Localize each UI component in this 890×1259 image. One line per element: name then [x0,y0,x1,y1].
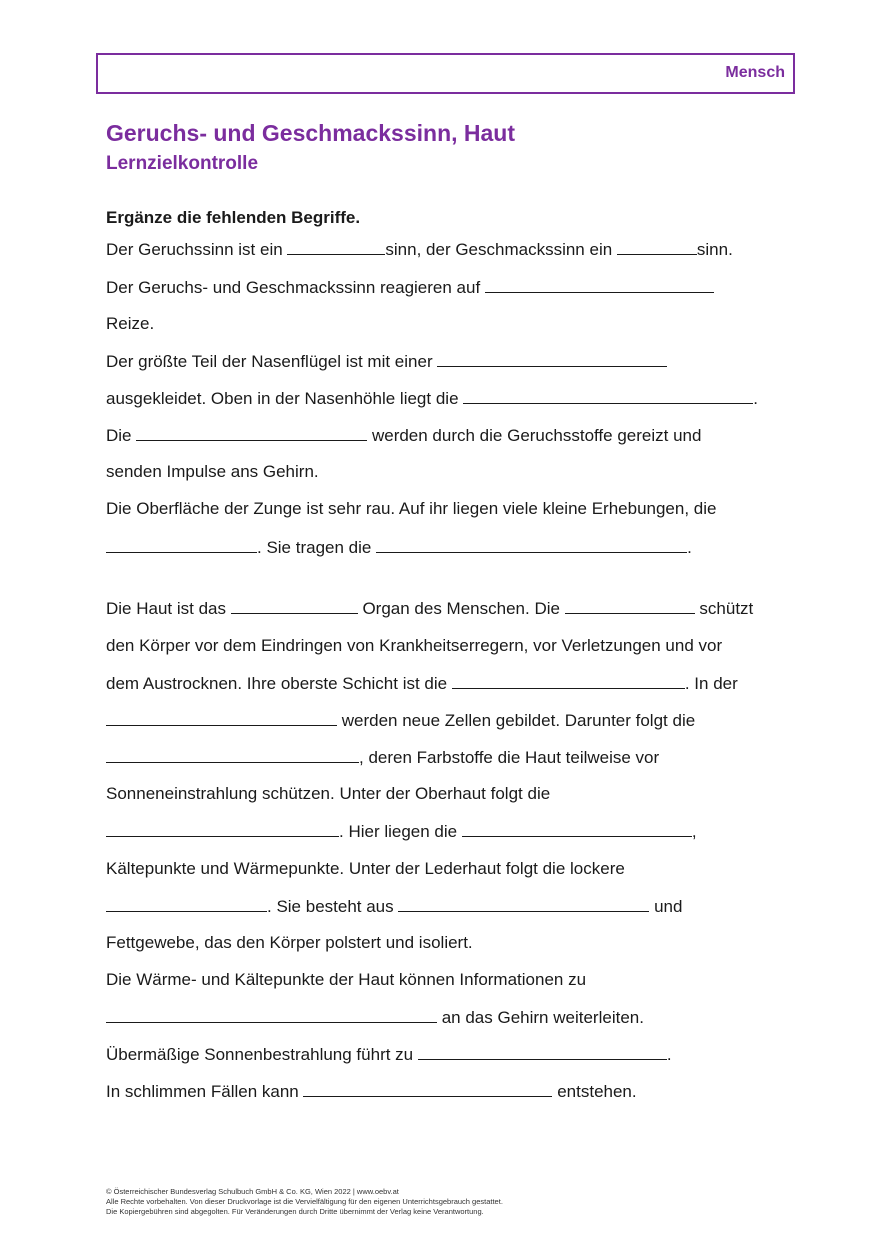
text-line [106,784,550,804]
text-segment: werden durch die Geruchsstoffe gereizt und [367,426,702,445]
blank-field[interactable] [617,239,697,255]
blank-field[interactable] [437,351,667,367]
text-segment: senden Impulse ans Gehirn. [106,462,319,481]
blank-field[interactable] [136,425,367,441]
blank-field[interactable] [485,277,714,293]
text-segment: sinn. [696,240,733,259]
blank-field[interactable] [418,1044,667,1060]
text-line [106,239,733,260]
text-segment: Die [106,426,137,445]
text-line [106,462,319,482]
text-line [106,388,758,409]
text-segment: Kältepunkte und Wärmepunkte. Unter der Lederhaut folgt die lockere [106,859,625,878]
text-segment: Der Geruchs- und Geschmackssinn reagieren auf [106,278,485,297]
text-segment: Sonneneinstrahlung schützen. Unter der Oberhaut folgt die [106,784,551,803]
page-title: Geruchs- und Geschmackssinn, Haut [106,120,516,146]
blank-field[interactable] [106,1007,437,1023]
text-segment: Die Haut ist das [106,599,231,618]
text-line [106,1081,637,1102]
text-segment: . [687,538,692,557]
text-line [106,314,154,334]
text-line [106,970,586,990]
text-segment: Der Geruchssinn ist ein [106,240,288,259]
text-segment: schützt [694,599,754,618]
text-segment: , [691,822,697,841]
text-segment: Reize. [106,314,155,333]
text-segment: Der größte Teil der Nasenflügel ist mit einer [106,352,438,371]
text-line [106,537,692,558]
blank-field[interactable] [462,821,692,837]
text-line [106,598,753,619]
text-line [106,425,701,446]
text-segment: Die Oberfläche der Zunge ist sehr rau. Auf ihr liegen viele kleine Erhebungen, die [106,499,717,518]
text-segment: . [753,389,758,408]
copyright-footer [106,1187,503,1217]
text-line [106,821,697,842]
blank-field[interactable] [106,537,257,553]
text-segment: werden neue Zellen gebildet. Darunter folgt die [337,711,696,730]
text-line [106,1007,644,1028]
footer-line: Die Kopiergebühren sind abgegolten. Für Veränderungen durch Dritte übernimmt der Verlag keine Verantwortung. [106,1207,484,1216]
text-segment: . Sie tragen die [257,538,377,557]
footer-line: © Österreichischer Bundesverlag Schulbuch GmbH & Co. KG, Wien 2022 | www.oebv.at [106,1187,399,1196]
text-segment: sinn, der Geschmackssinn ein [385,240,617,259]
page-subtitle: Lernzielkontrolle [106,153,259,174]
text-line [106,1044,672,1065]
text-segment: dem Austrocknen. Ihre oberste Schicht ist die [106,674,452,693]
text-segment: In schlimmen Fällen kann [106,1082,304,1101]
text-line [106,499,716,519]
blank-field[interactable] [452,673,685,689]
text-line [106,277,714,298]
text-line [106,859,625,879]
text-segment: . Hier liegen die [339,822,462,841]
text-segment: entstehen. [552,1082,637,1101]
text-line [106,351,667,372]
text-segment: Die Wärme- und Kältepunkte der Haut können Informationen zu [106,970,587,989]
blank-field[interactable] [303,1081,552,1097]
blank-field[interactable] [287,239,385,255]
text-segment: an das Gehirn weiterleiten. [437,1008,644,1027]
text-line [106,636,722,656]
text-segment: Organ des Menschen. Die [357,599,565,618]
text-line [106,896,682,917]
text-segment: ausgekleidet. Oben in der Nasenhöhle liegt die [106,389,464,408]
blank-field[interactable] [106,821,339,837]
text-segment: . In der [684,674,738,693]
text-segment: . Sie besteht aus [267,897,399,916]
text-segment: , deren Farbstoffe die Haut teilweise vor [359,748,660,767]
text-line [106,933,473,953]
text-segment: . [666,1045,672,1064]
blank-field[interactable] [231,598,358,614]
blank-field[interactable] [463,388,753,404]
text-line [106,710,695,731]
text-segment: den Körper vor dem Eindringen von Krankheitserregern, vor Verletzungen und vor [106,636,723,655]
blank-field[interactable] [398,896,649,912]
text-segment: Fettgewebe, das den Körper polstert und isoliert. [106,933,473,952]
footer-line: Alle Rechte vorbehalten. Von dieser Druckvorlage ist die Vervielfältigung für den eigenen Unterrichtsgebrauch gestattet. [106,1197,503,1206]
header-box [96,53,795,94]
text-segment: und [649,897,683,916]
blank-field[interactable] [106,747,359,763]
text-line [106,747,659,768]
text-line [106,673,738,694]
blank-field[interactable] [565,598,695,614]
text-segment: Übermäßige Sonnenbestrahlung führt zu [106,1045,418,1064]
header-category-label: Mensch [725,64,785,81]
blank-field[interactable] [376,537,687,553]
blank-field[interactable] [106,710,337,726]
blank-field[interactable] [106,896,267,912]
task-instruction: Ergänze die fehlenden Begriffe. [106,208,361,227]
